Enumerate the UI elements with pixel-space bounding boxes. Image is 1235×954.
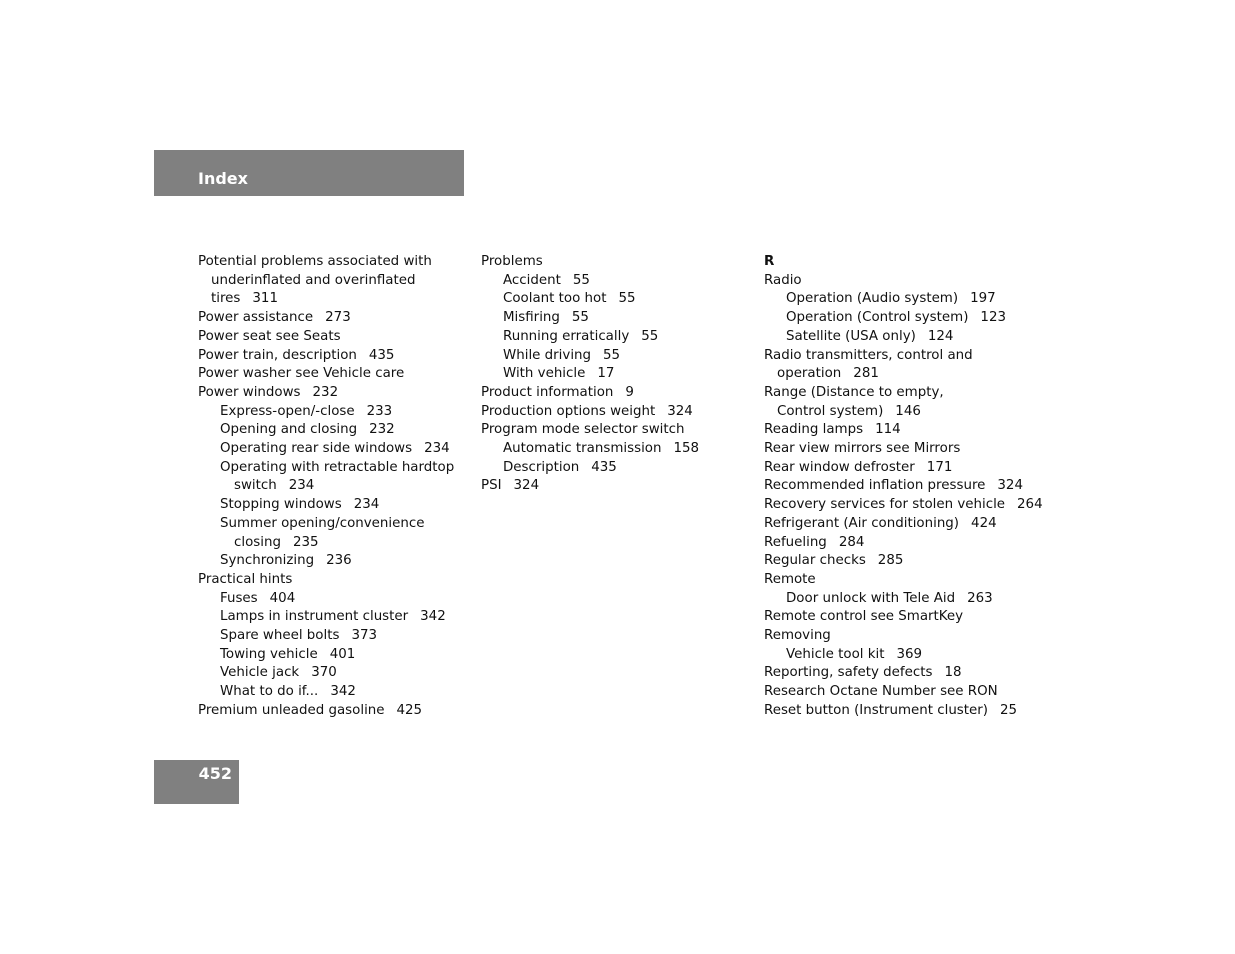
index-entry-page[interactable]: 55 <box>641 328 659 344</box>
index-entry-page[interactable]: 123 <box>980 310 1006 326</box>
index-entry-text: switch <box>234 478 277 494</box>
index-entry <box>764 496 1054 515</box>
index-entry <box>198 328 468 347</box>
index-entry-text: operation <box>777 366 842 382</box>
index-entry <box>198 477 468 496</box>
index-entry-text: Coolant too hot <box>503 291 607 307</box>
index-entry-page[interactable]: 342 <box>420 609 446 625</box>
index-entry <box>481 421 751 440</box>
index-entry-text: Express-open/-close <box>220 403 355 419</box>
index-entry-text: Description <box>503 459 580 475</box>
index-entry <box>481 272 751 291</box>
index-entry-text: Refueling <box>764 534 827 550</box>
index-entry <box>764 290 1054 309</box>
index-entry-text: While driving <box>503 347 592 363</box>
index-entry-text: Power train, description <box>198 347 357 363</box>
index-entry-page[interactable]: 236 <box>326 553 352 569</box>
index-entry <box>764 702 1054 721</box>
index-entry <box>198 646 468 665</box>
index-entry-page[interactable]: 232 <box>312 384 339 400</box>
index-entry <box>764 664 1054 683</box>
index-entry-page[interactable]: 281 <box>853 366 879 382</box>
index-entry-page[interactable]: 55 <box>603 347 621 363</box>
index-entry-page[interactable]: 124 <box>927 328 954 344</box>
index-entry-text: Range (Distance to empty, <box>764 384 944 400</box>
index-entry <box>764 627 1054 646</box>
index-entry <box>198 534 468 553</box>
index-entry-page[interactable]: 146 <box>895 403 921 419</box>
index-entry-page[interactable]: 158 <box>673 441 700 457</box>
index-entry-text: Recommended inflation pressure <box>764 478 986 494</box>
index-entry-text: Production options weight <box>481 403 656 419</box>
index-entry-page[interactable]: 234 <box>353 497 380 513</box>
index-entry-page[interactable]: 273 <box>325 310 351 326</box>
index-entry <box>481 347 751 366</box>
index-entry-text: Fuses <box>220 590 258 606</box>
index-entry-page[interactable]: 284 <box>838 534 865 550</box>
index-entry <box>481 253 751 272</box>
index-entry <box>198 608 468 627</box>
index-entry <box>198 590 468 609</box>
index-entry <box>481 328 751 347</box>
index-entry-page[interactable]: 114 <box>875 422 901 438</box>
index-entry-page[interactable]: 55 <box>572 272 590 288</box>
index-entry-page[interactable]: 369 <box>896 646 923 662</box>
index-entry <box>764 309 1054 328</box>
index-entry-text: Control system) <box>777 403 884 419</box>
index-entry-text: Refrigerant (Air conditioning) <box>764 515 960 531</box>
index-entry <box>481 365 751 384</box>
index-entry-page[interactable]: 232 <box>369 422 395 438</box>
index-entry <box>764 347 1054 366</box>
index-entry-text: Door unlock with Tele Aid <box>786 590 956 606</box>
index-entry <box>198 627 468 646</box>
index-entry-text: Practical hints <box>198 571 293 587</box>
index-entry-page[interactable]: 425 <box>396 702 423 718</box>
index-entry <box>481 477 751 496</box>
index-entry-text: PSI <box>481 478 502 494</box>
index-entry-text: Premium unleaded gasoline <box>198 702 385 718</box>
index-column-3 <box>764 253 1054 721</box>
index-entry-text: Power seat see Seats <box>198 328 341 344</box>
index-entry <box>481 459 751 478</box>
index-entry <box>764 440 1054 459</box>
index-entry-text: Product information <box>481 384 614 400</box>
index-entry-text: Radio transmitters, control and <box>764 347 973 363</box>
index-entry-text: Operation (Control system) <box>786 310 969 326</box>
index-entry-page[interactable]: 324 <box>997 478 1023 494</box>
index-entry-text: Rear window defroster <box>764 459 915 475</box>
index-letter-heading <box>764 253 1054 272</box>
index-entry <box>198 459 468 478</box>
index-entry-page[interactable]: 17 <box>597 366 615 382</box>
index-entry <box>764 571 1054 590</box>
index-entry <box>481 384 751 403</box>
index-entry-text: Rear view mirrors see Mirrors <box>764 441 961 457</box>
index-entry-text: Reporting, safety defects <box>764 665 933 681</box>
index-entry-text: Reading lamps <box>764 422 864 438</box>
index-column-1 <box>198 253 468 721</box>
index-entry <box>198 365 468 384</box>
index-entry <box>198 515 468 534</box>
page-title: Index <box>198 169 248 188</box>
index-entry <box>198 440 468 459</box>
index-entry <box>764 683 1054 702</box>
index-entry-page[interactable]: 234 <box>424 441 450 457</box>
index-entry-text: Vehicle tool kit <box>786 646 885 662</box>
index-entry-page[interactable]: 324 <box>513 478 540 494</box>
index-entry-text: Problems <box>481 254 543 269</box>
index-entry <box>198 253 468 272</box>
index-entry-text: Remote <box>764 571 816 587</box>
index-entry <box>198 496 468 515</box>
index-entry-page[interactable]: 55 <box>618 291 636 307</box>
index-entry-text: With vehicle <box>503 366 586 382</box>
index-entry-text: Misfiring <box>503 310 560 326</box>
index-entry-page[interactable]: 55 <box>571 310 589 326</box>
index-entry-text: Satellite (USA only) <box>786 328 916 344</box>
index-entry-page[interactable]: 342 <box>330 684 356 700</box>
index-entry-text: closing <box>234 534 281 550</box>
index-entry-page[interactable]: 263 <box>967 590 993 606</box>
index-entry-text: Program mode selector switch <box>481 422 685 438</box>
index-entry <box>198 272 468 291</box>
index-entry-text: Reset button (Instrument cluster) <box>764 702 989 718</box>
index-entry <box>198 384 468 403</box>
index-entry-text: Power washer see Vehicle care <box>198 366 405 382</box>
index-entry <box>764 459 1054 478</box>
index-entry-page[interactable]: 25 <box>1000 702 1018 718</box>
index-entry-page[interactable]: 18 <box>944 665 962 681</box>
index-entry-page[interactable]: 401 <box>329 646 356 662</box>
index-entry-page[interactable]: 435 <box>368 347 395 363</box>
index-entry <box>198 664 468 683</box>
index-entry-text: R <box>764 254 775 269</box>
index-entry-page[interactable]: 197 <box>970 291 996 307</box>
index-entry-page[interactable]: 234 <box>288 478 315 494</box>
index-entry-text: Automatic transmission <box>503 441 662 457</box>
index-entry-text: Radio <box>764 272 802 288</box>
index-entry <box>481 403 751 422</box>
index-entry-page[interactable]: 233 <box>366 403 393 419</box>
index-entry-text: Remote control see SmartKey <box>764 609 964 625</box>
index-entry-page[interactable]: 373 <box>351 628 378 644</box>
index-entry <box>198 421 468 440</box>
index-entry <box>764 590 1054 609</box>
index-entry-text: Operating rear side windows <box>220 441 413 457</box>
index-entry-text: Power assistance <box>198 310 314 326</box>
index-entry <box>198 347 468 366</box>
index-entry <box>198 683 468 702</box>
index-entry-text: Removing <box>764 628 831 644</box>
index-entry <box>764 608 1054 627</box>
index-entry-page[interactable]: 424 <box>971 515 997 531</box>
index-entry <box>764 646 1054 665</box>
index-entry <box>198 552 468 571</box>
index-column-2 <box>481 253 751 496</box>
index-entry-text: Regular checks <box>764 553 866 569</box>
index-entry <box>764 365 1054 384</box>
index-entry-text: Recovery services for stolen vehicle <box>764 497 1006 513</box>
index-entry <box>764 272 1054 291</box>
index-entry <box>764 421 1054 440</box>
index-entry <box>198 702 468 721</box>
index-entry-text: Summer opening/convenience <box>220 515 425 531</box>
index-entry-text: Accident <box>503 272 561 288</box>
index-entry-text: underinflated and overinflated <box>211 272 416 288</box>
index-entry <box>764 328 1054 347</box>
index-entry-text: Potential problems associated with <box>198 254 432 269</box>
index-entry <box>481 290 751 309</box>
index-entry-text: Spare wheel bolts <box>220 628 340 644</box>
index-entry-text: Running erratically <box>503 328 630 344</box>
index-entry <box>198 290 468 309</box>
index-entry <box>764 515 1054 534</box>
index-entry <box>198 309 468 328</box>
index-entry-text: Vehicle jack <box>220 665 300 681</box>
page-number: 452 <box>198 764 232 783</box>
index-entry <box>481 309 751 328</box>
index-entry-page[interactable]: 404 <box>269 590 296 606</box>
index-entry-text: Operating with retractable hardtop <box>220 459 455 475</box>
index-entry <box>764 403 1054 422</box>
index-entry-text: Synchronizing <box>220 553 315 569</box>
index-entry <box>764 477 1054 496</box>
index-entry-text: tires <box>211 291 241 307</box>
index-entry-page[interactable]: 324 <box>667 403 693 419</box>
header-bar <box>154 150 464 196</box>
index-entry-page[interactable]: 171 <box>926 459 953 475</box>
index-entry-page[interactable]: 370 <box>311 665 337 681</box>
index-entry-page[interactable]: 311 <box>252 291 278 307</box>
index-entry-page[interactable]: 285 <box>877 553 904 569</box>
index-entry-text: Operation (Audio system) <box>786 291 959 307</box>
index-entry <box>764 552 1054 571</box>
index-entry-text: Opening and closing <box>220 422 358 438</box>
index-entry <box>764 384 1054 403</box>
index-entry-page[interactable]: 264 <box>1017 497 1043 513</box>
index-entry-page[interactable]: 435 <box>591 459 617 475</box>
index-entry <box>764 534 1054 553</box>
index-entry-text: Lamps in instrument cluster <box>220 609 409 625</box>
index-entry-page[interactable]: 9 <box>625 384 634 400</box>
index-entry-text: Towing vehicle <box>220 646 318 662</box>
index-entry-text: Power windows <box>198 384 301 400</box>
index-entry <box>198 571 468 590</box>
index-entry <box>198 403 468 422</box>
index-entry-text: Research Octane Number see RON <box>764 684 998 700</box>
page-number-tab <box>154 760 239 804</box>
index-entry-page[interactable]: 235 <box>292 534 319 550</box>
index-entry-text: Stopping windows <box>220 497 342 513</box>
index-entry <box>481 440 751 459</box>
index-entry-text: What to do if... <box>220 684 319 700</box>
